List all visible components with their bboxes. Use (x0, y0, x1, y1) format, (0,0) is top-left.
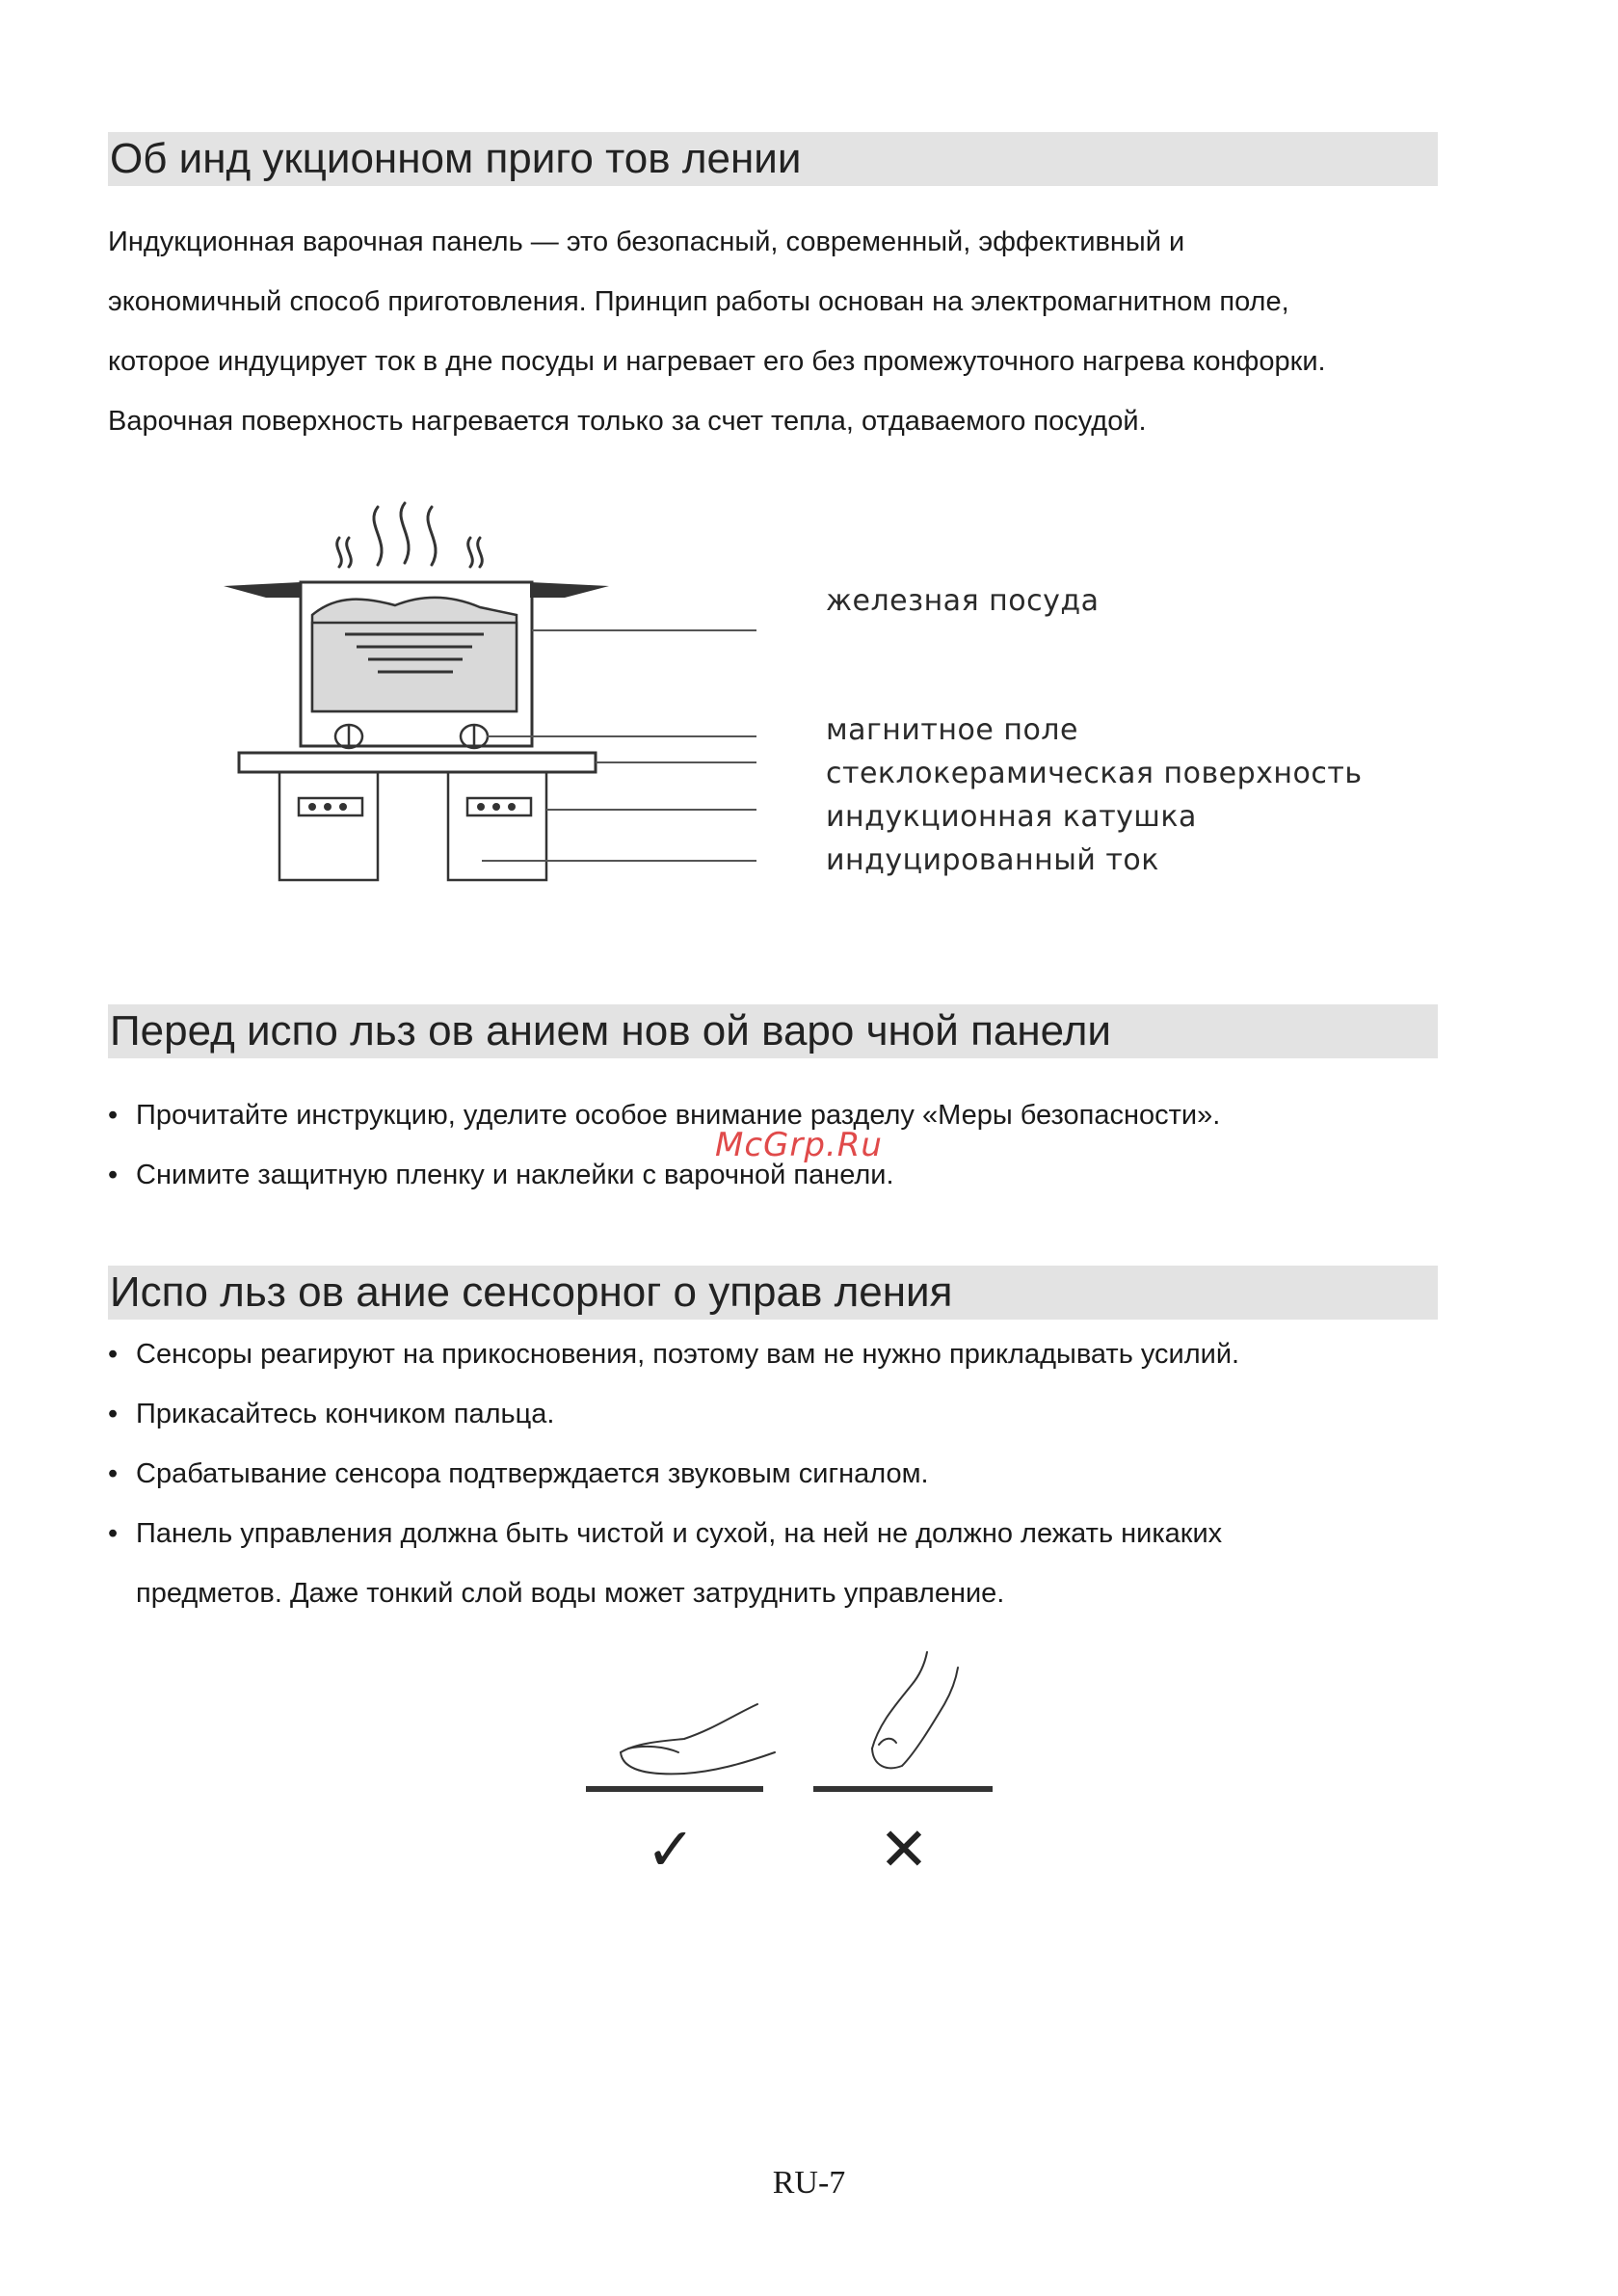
list-item (108, 1504, 1496, 1623)
finger-touch-illustration (578, 1646, 1002, 1878)
section-title-before-use: Перед испо льз ов анием нов ой варо чной панели (108, 1004, 1438, 1058)
list-item: • Срабатывание сенсора подтверждается звуковым сигналом. (108, 1444, 1496, 1504)
induction-description (108, 212, 1457, 451)
list-item-continuation: предметов. Даже тонкий слой воды может затруднить управление. (136, 1578, 1005, 1609)
label-magnetic-field: магнитное поле (826, 713, 1078, 747)
watermark: McGrp.Ru (715, 1126, 883, 1164)
cross-icon: ✕ (879, 1814, 929, 1878)
label-cookware: железная посуда (826, 584, 1100, 618)
fingertip-icon (872, 1652, 927, 1749)
check-icon: ✓ (646, 1814, 696, 1878)
list-item: • Прикасайтесь кончиком пальца. (108, 1384, 1496, 1444)
page-number: RU-7 (772, 2165, 846, 2201)
text-line: экономичный способ приготовления. Принцип работы основан на электромагнитном поле, (108, 286, 1289, 317)
label-glass-surface: стеклокерамическая поверхность (826, 757, 1363, 790)
list-item: • Прочитайте инструкцию, уделите особое внимание разделу «Меры безопасности». (108, 1085, 1496, 1145)
list-item-text: Панель управления должна быть чистой и сухой, на ней не должно лежать никаких (136, 1518, 1223, 1549)
hob-cross-section-illustration (212, 490, 790, 894)
touch-control-list (108, 1324, 1496, 1623)
label-induced-current: индуцированный ток (826, 843, 1159, 877)
induction-diagram (212, 490, 1368, 894)
list-item: • Снимите защитную пленку и наклейки с варочной панели. (108, 1145, 1496, 1205)
section-title-touch-control: Испо льз ов ание сенсорног о управ ления (108, 1266, 1438, 1320)
list-item: • Сенсоры реагируют на прикосновения, поэтому вам не нужно прикладывать усилий. (108, 1324, 1496, 1384)
text-line: Варочная поверхность нагревается только за счет тепла, отдаваемого посудой. (108, 406, 1147, 437)
text-line: Индукционная варочная панель — это безопасный, современный, эффективный и (108, 227, 1185, 257)
section-title-induction: Об инд укционном приго тов лении (108, 132, 1438, 186)
text-line: которое индуцирует ток в дне посуды и нагревает его без промежуточного нагрева конфорки. (108, 346, 1326, 377)
label-induction-coil: индукционная катушка (826, 800, 1197, 834)
flat-finger-icon (621, 1704, 757, 1752)
finger-drawings (578, 1646, 1002, 1878)
